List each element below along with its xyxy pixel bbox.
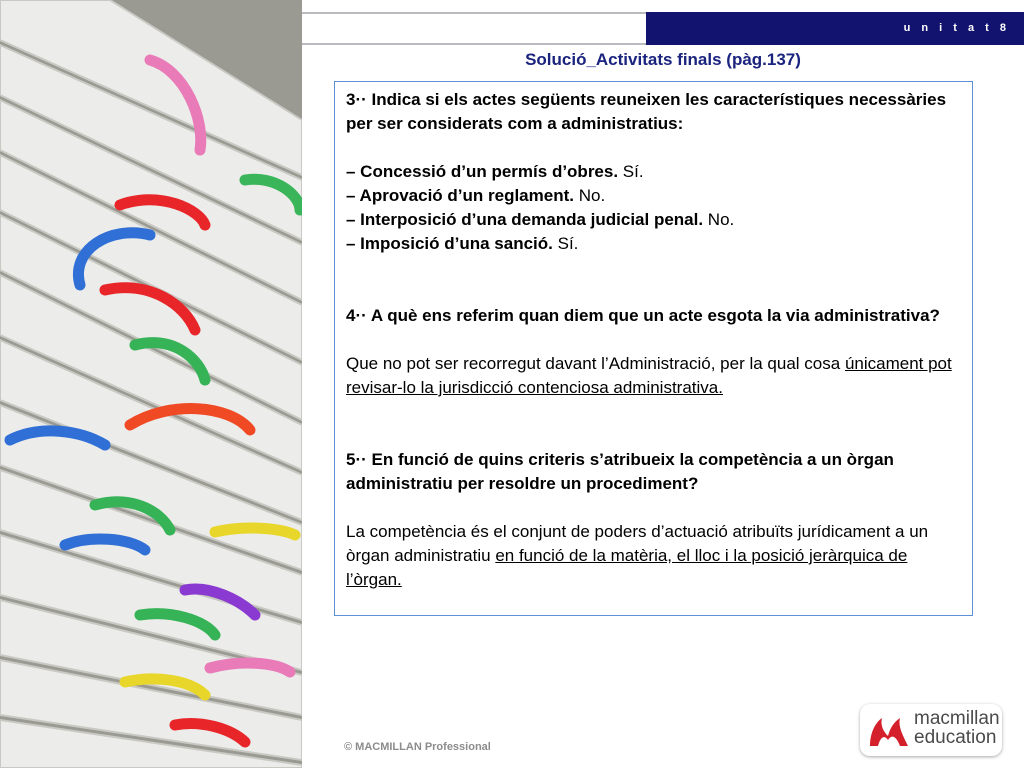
macmillan-flames-icon (868, 714, 910, 748)
folders-photo-illustration (0, 0, 302, 768)
folders-photo (0, 0, 302, 768)
logo-text-education: education (914, 727, 997, 748)
solutions-box (334, 81, 973, 616)
slide-title: Solució_Activitats finals (pàg.137) (525, 50, 801, 69)
question-4: 4·· A què ens referim quan diem que un acte esgota la via administrativa? (346, 306, 940, 325)
macmillan-education-logo (860, 704, 1002, 756)
header-bar-light (302, 12, 646, 45)
answer-item: – Imposició d’una sanció. Sí. (346, 234, 579, 253)
question-5: 5·· En funció de quins criteris s’atribueix la competència a un òrgan administratiu per resoldre un procediment? (346, 450, 894, 493)
copyright-footer: © MACMILLAN Professional (344, 741, 491, 753)
logo-text-macmillan: macmillan (914, 708, 1000, 729)
answer-item: – Aprovació d’un reglament. No. (346, 186, 606, 205)
answer-5: La competència és el conjunt de poders d’actuació atribuïts jurídicament a un òrgan administratiu en funció de la matèria, el lloc i la posició jeràrquica de l’òrgan. (346, 522, 929, 589)
header-bar-blue (646, 12, 1024, 45)
answer-item: – Interposició d’una demanda judicial penal. No. (346, 210, 735, 229)
answer-4: Que no pot ser recorregut davant l’Administració, per la qual cosa únicament pot revisar-lo la jurisdicció contenciosa administrativa. (346, 354, 952, 397)
question-3: 3·· Indica si els actes següents reuneixen les característiques necessàries per ser considerats com a administratius: (346, 90, 947, 133)
unit-label: u n i t a t 8 (903, 22, 1010, 34)
answer-item: – Concessió d’un permís d’obres. Sí. (346, 162, 644, 181)
